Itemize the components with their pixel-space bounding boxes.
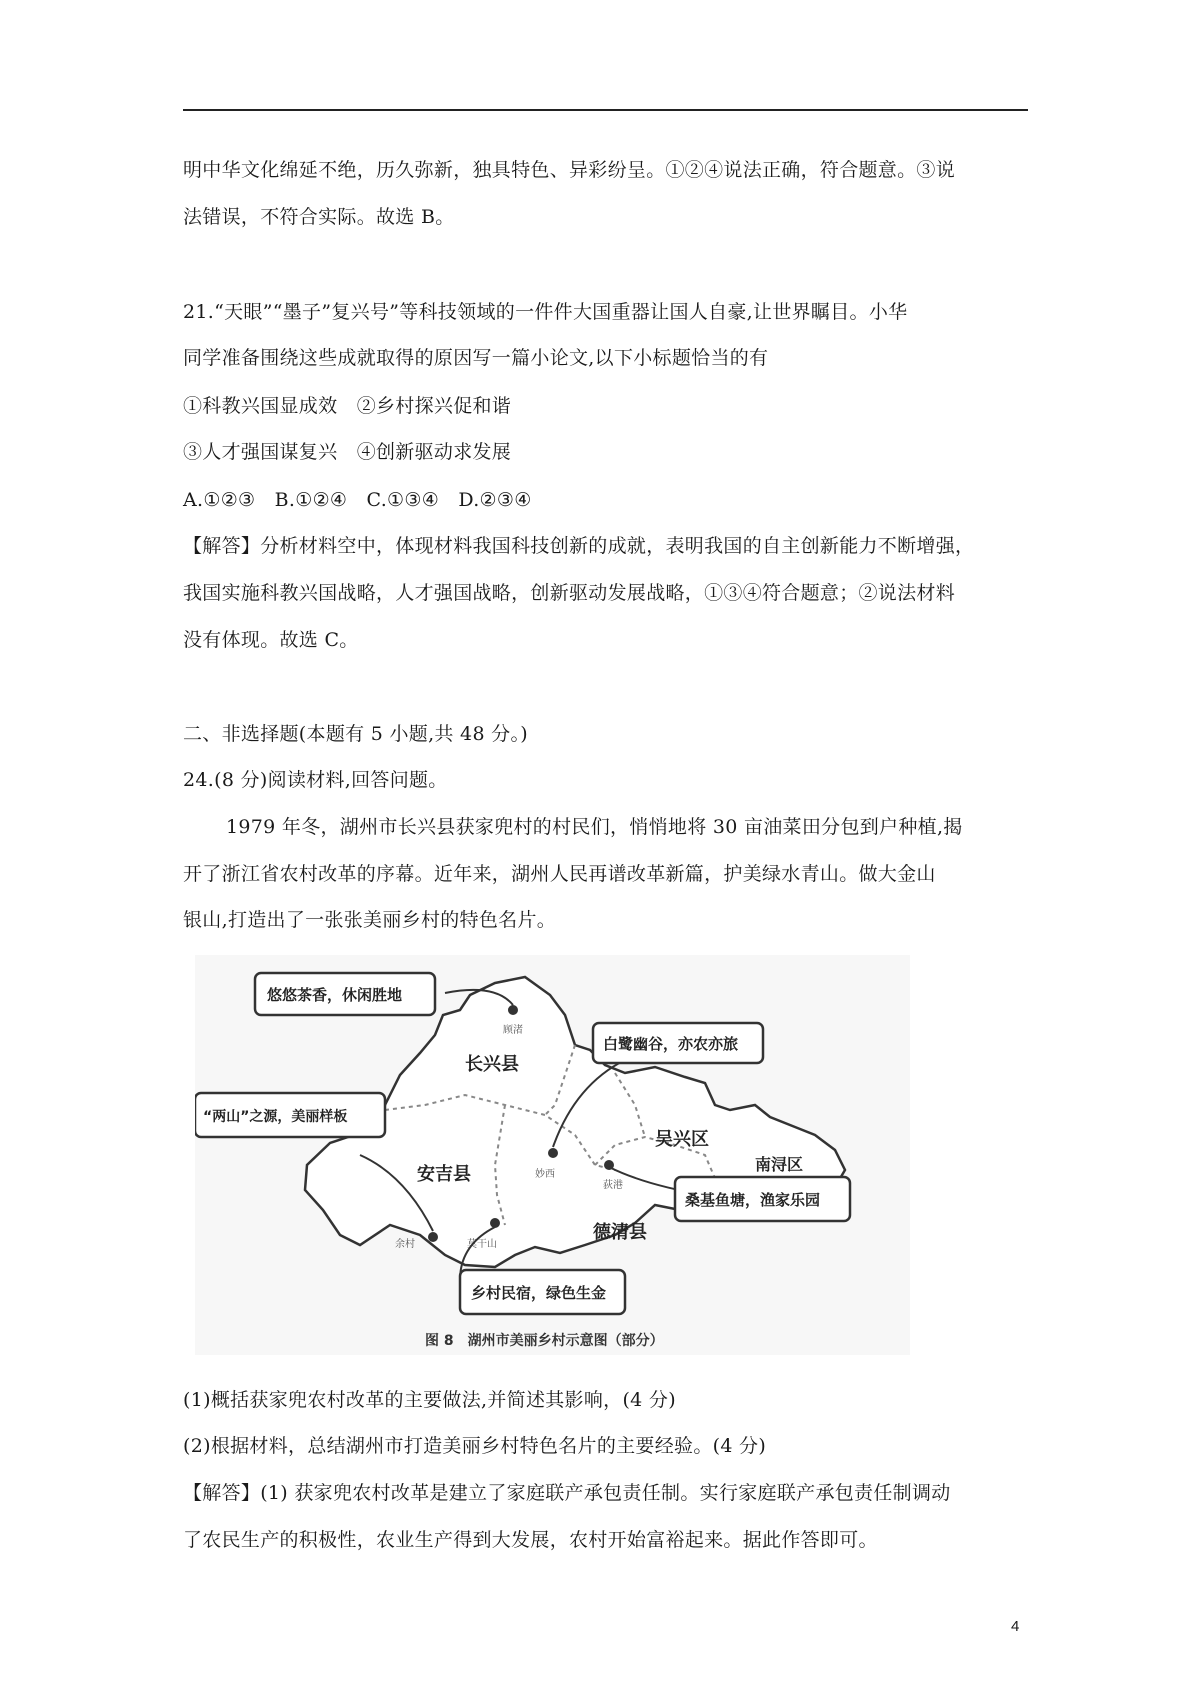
county-label: 南浔区 [755,1155,804,1174]
paragraph-line: 明中华文化绵延不绝，历久弥新，独具特色、异彩纷呈。①②④说法正确，符合题意。③说 [183,159,956,181]
section-heading: 二、非选择题(本题有 5 小题,共 48 分。) [183,723,528,745]
county-label: 吴兴区 [655,1129,709,1150]
town-dot [490,1218,500,1228]
callout-text: 白鹭幽谷，亦农亦旅 [603,1035,739,1053]
callout-text: 悠悠茶香，休闲胜地 [267,986,403,1004]
map-svg [195,955,910,1355]
paragraph-line: 法错误，不符合实际。故选 B。 [183,206,455,228]
county-label: 德清县 [593,1222,647,1243]
question-24-sub2: (2)根据材料，总结湖州市打造美丽乡村特色名片的主要经验。(4 分) [183,1435,767,1457]
town-dot [508,1005,518,1015]
county-label: 安吉县 [417,1164,471,1185]
town-label: 顾渚 [503,1025,523,1036]
question-24-sub1: (1)概括获家兜农村改革的主要做法,并简述其影响，(4 分) [183,1389,676,1411]
question-21-answer: 【解答】分析材料空中，体现材料我国科技创新的成就，表明我国的自主创新能力不断增强， [183,535,975,557]
question-24-answer: 了农民生产的积极性，农业生产得到大发展，农村开始富裕起来。据此作答即可。 [183,1529,878,1551]
question-24-heading: 24.(8 分)阅读材料,回答问题。 [183,769,448,791]
page-number: 4 [1011,1618,1020,1635]
question-21-answer: 我国实施科教兴国战略，人才强国战略，创新驱动发展战略，①③④符合题意；②说法材料 [183,582,956,604]
question-21-option: ③人才强国谋复兴 ④创新驱动求发展 [183,441,512,463]
question-21-stem: 21.“天眼”“墨子”复兴号”等科技领域的一件件大国重器让国人自豪,让世界瞩目。小华 [183,301,908,323]
callout-text: 乡村民宿，绿色生金 [471,1284,607,1302]
question-21-choices: A.①②③ B.①②④ C.①③④ D.②③④ [183,489,532,511]
town-label: 莫干山 [467,1239,497,1250]
town-label: 荻港 [603,1180,623,1191]
town-dot [548,1148,558,1158]
town-dot [428,1232,438,1242]
question-21-stem: 同学准备围绕这些成就取得的原因写一篇小论文,以下小标题恰当的有 [183,347,769,369]
town-label: 妙西 [535,1169,555,1180]
town-label: 余村 [395,1239,415,1250]
county-label: 长兴县 [465,1054,519,1075]
question-21-option: ①科教兴国显成效 ②乡村探兴促和谐 [183,395,512,417]
question-24-answer: 【解答】(1) 获家兜农村改革是建立了家庭联产承包责任制。实行家庭联产承包责任制调动 [183,1482,951,1504]
huzhou-map-figure [195,955,910,1355]
question-24-material: 1979 年冬，湖州市长兴县获家兜村的村民们，悄悄地将 30 亩油菜田分包到户种植,揭 [226,816,963,838]
question-24-material: 开了浙江省农村改革的序幕。近年来，湖州人民再谱改革新篇，护美绿水青山。做大金山 [183,863,936,885]
callout-text: “两山”之源，美丽样板 [203,1109,348,1125]
callout-text: 桑基鱼塘，渔家乐园 [685,1191,821,1209]
question-24-material: 银山,打造出了一张张美丽乡村的特色名片。 [183,909,557,931]
header-rule [183,109,1028,111]
map-caption: 图 8 湖州市美丽乡村示意图（部分） [425,1333,664,1349]
question-21-answer: 没有体现。故选 C。 [183,629,359,651]
